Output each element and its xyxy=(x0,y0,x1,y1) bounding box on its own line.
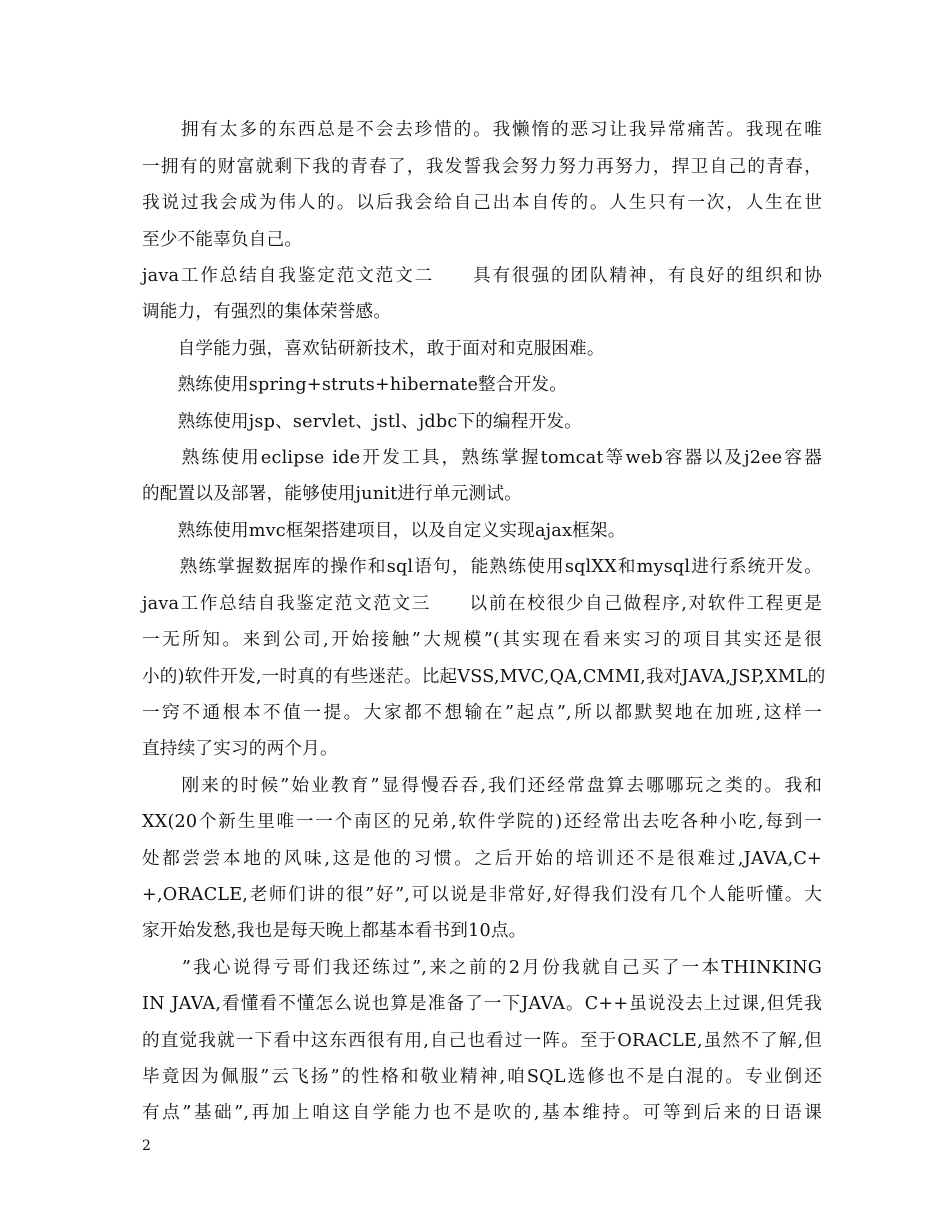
section-heading-3: java工作总结自我鉴定范文范文三 以前在校很少自己做程序,对软件工程更是 xyxy=(142,594,822,614)
text-line-7: 自学能力强，喜欢钻研新技术，敢于面对和克服困难。 xyxy=(142,339,605,359)
text-line-3: 我说过我会成为伟人的。以后我会给自己出本自传的。人生只有一次，人生在世 xyxy=(142,193,822,213)
text-line-21: 处都尝尝本地的风味,这是他的习惯。之后开始的培训还不是很难过,JAVA,C+ xyxy=(142,849,822,869)
text-line-23: 家开始发愁,我也是每天晚上都基本看书到10点。 xyxy=(142,921,527,941)
text-line-17: 一窍不通根本不值一提。大家都不想输在”起点”,所以都默契地在加班,这样一 xyxy=(142,703,822,723)
text-line-2: 一拥有的财富就剩下我的青春了，我发誓我会努力努力再努力，捍卫自己的青春， xyxy=(142,157,822,177)
text-line-4: 至少不能辜负自己。 xyxy=(142,230,303,250)
section-heading-2: java工作总结自我鉴定范文范文二 具有很强的团队精神，有良好的组织和协 xyxy=(142,266,822,286)
page-number: 2 xyxy=(142,1138,152,1154)
text-line-12: 熟练使用mvc框架搭建项目，以及自定义实现ajax框架。 xyxy=(142,521,626,541)
text-line-6: 调能力，有强烈的集体荣誉感。 xyxy=(142,302,392,322)
text-line-19: 刚来的时候”始业教育”显得慢吞吞,我们还经常盘算去哪哪玩之类的。我和 xyxy=(142,776,822,796)
text-line-15: 一无所知。来到公司,开始接触”大规模”(其实现在看来实习的项目其实还是很 xyxy=(142,630,822,650)
text-line-9: 熟练使用jsp、servlet、jstl、jdbc下的编程开发。 xyxy=(142,412,582,432)
text-line-26: 的直觉我就一下看中这东西很有用,自己也看过一阵。至于ORACLE,虽然不了解,但 xyxy=(142,1031,822,1051)
text-line-22: +,ORACLE,老师们讲的很”好”,可以说是非常好,好得我们没有几个人能听懂。大 xyxy=(142,885,822,905)
text-line-13: 熟练掌握数据库的操作和sql语句，能熟练使用sqlXX和mysql进行系统开发。 xyxy=(142,557,822,577)
text-line-8: 熟练使用spring+struts+hibernate整合开发。 xyxy=(142,375,568,395)
text-line-20: XX(20个新生里唯一一个南区的兄弟,软件学院的)还经常出去吃各种小吃,每到一 xyxy=(142,812,822,832)
text-line-24: ”我心说得亏哥们我还练过”,来之前的2月份我就自己买了一本THINKING xyxy=(142,958,822,978)
text-line-1: 拥有太多的东西总是不会去珍惜的。我懒惰的恶习让我异常痛苦。我现在唯 xyxy=(142,120,822,140)
text-line-16: 小的)软件开发,一时真的有些迷茫。比起VSS,MVC,QA,CMMI,我对JAVA,JSP,XML的 xyxy=(142,667,826,687)
text-line-10: 熟练使用eclipse ide开发工具，熟练掌握tomcat等web容器以及j2ee容器 xyxy=(142,448,822,468)
text-line-11: 的配置以及部署，能够使用junit进行单元测试。 xyxy=(142,484,522,504)
text-line-25: IN JAVA,看懂看不懂怎么说也算是准备了一下JAVA。C++虽说没去上过课,但凭我 xyxy=(142,994,822,1014)
text-line-28: 有点”基础”,再加上咱这自学能力也不是吹的,基本维持。可等到后来的日语课 xyxy=(142,1103,822,1123)
text-line-27: 毕竟因为佩服”云飞扬”的性格和敬业精神,咱SQL选修也不是白混的。专业倒还 xyxy=(142,1067,822,1087)
text-line-18: 直持续了实习的两个月。 xyxy=(142,739,338,759)
